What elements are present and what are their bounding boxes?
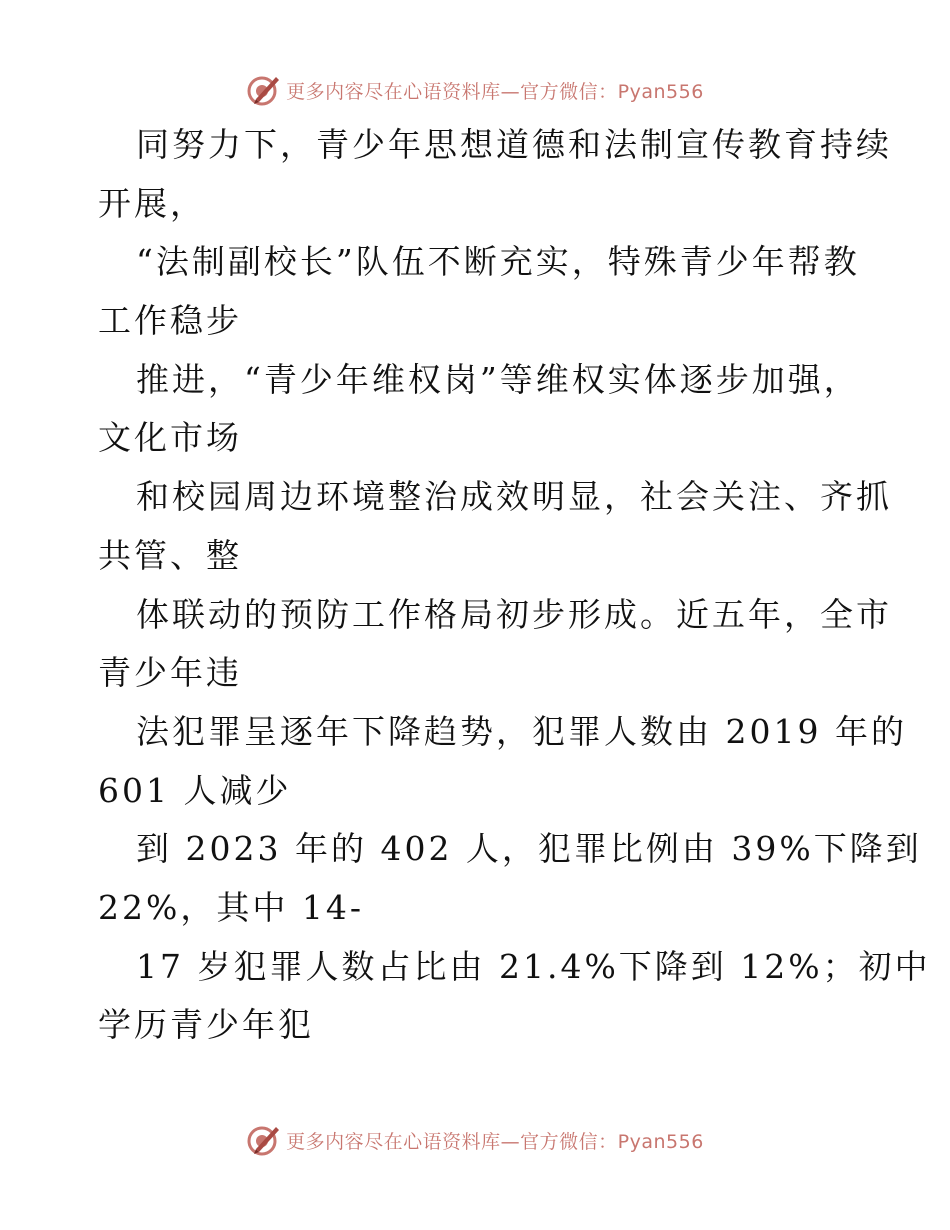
paragraph-line: 学历青少年犯 [98, 1005, 314, 1045]
paragraph-line: 青少年违 [98, 653, 242, 693]
paragraph-line: 法犯罪呈逐年下降趋势，犯罪人数由 2019 年的 [136, 711, 907, 751]
paragraph-line: 推进，“青少年维权岗”等维权实体逐步加强， [136, 359, 860, 399]
pen-seal-icon [246, 73, 280, 107]
paragraph-line: 22%，其中 14- [98, 887, 364, 927]
paragraph-line: 到 2023 年的 402 人，犯罪比例由 39%下降到 [136, 829, 922, 869]
header-banner-text: 更多内容尽在心语资料库—官方微信：Pyan556 [286, 80, 704, 103]
document-body [98, 116, 931, 1055]
paragraph-line: 共管、整 [98, 535, 242, 575]
footer-watermark [0, 1120, 950, 1160]
paragraph-line: “法制副校长”队伍不断充实，特殊青少年帮教 [136, 242, 860, 282]
paragraph-line: 文化市场 [98, 418, 242, 458]
footer-banner-text: 更多内容尽在心语资料库—官方微信：Pyan556 [286, 1130, 704, 1153]
header-watermark [0, 70, 950, 110]
pen-seal-icon [246, 1123, 280, 1157]
paragraph-line: 17 岁犯罪人数占比由 21.4%下降到 12%；初中 [136, 946, 931, 986]
paragraph-line: 工作稳步 [98, 301, 242, 341]
paragraph-line: 体联动的预防工作格局初步形成。近五年，全市 [136, 594, 892, 634]
paragraph-line: 和校园周边环境整治成效明显，社会关注、齐抓 [136, 477, 892, 517]
paragraph-line: 601 人减少 [98, 770, 292, 810]
paragraph-line: 同努力下，青少年思想道德和法制宣传教育持续 [136, 125, 892, 164]
paragraph-line: 开展， [98, 183, 206, 223]
